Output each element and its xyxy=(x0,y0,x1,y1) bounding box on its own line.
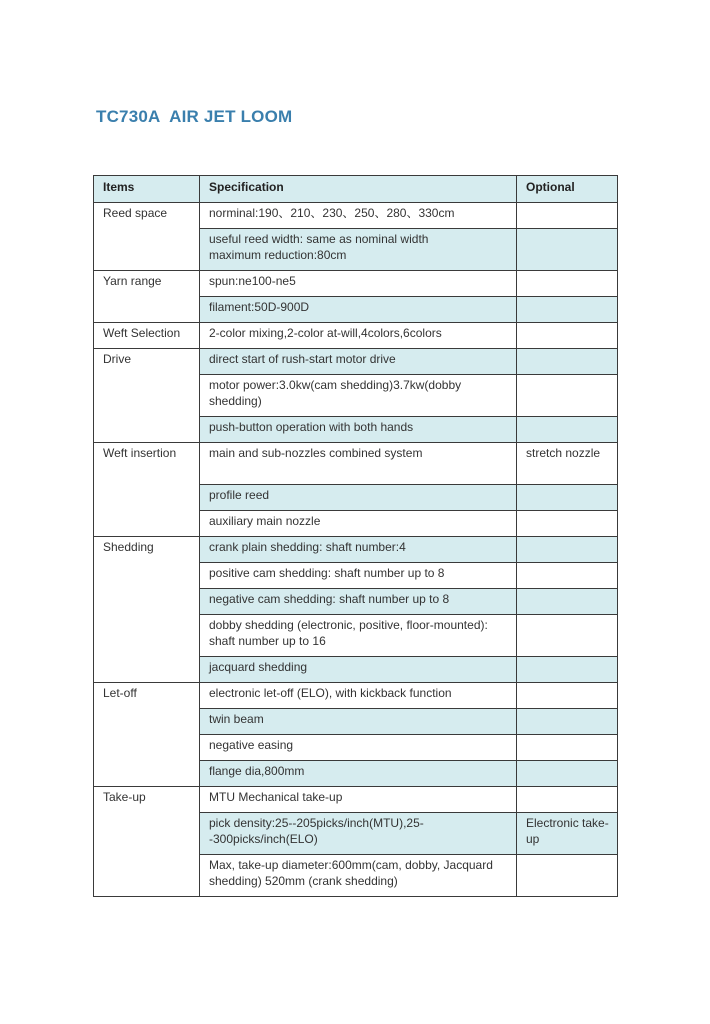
specification-cell: spun:ne100-ne5 xyxy=(200,271,517,297)
optional-cell xyxy=(517,271,618,297)
optional-cell xyxy=(517,589,618,615)
specification-cell: main and sub-nozzles combined system xyxy=(200,443,517,485)
header-optional: Optional xyxy=(517,176,618,203)
specification-cell: pick density:25--205picks/inch(MTU),25--300picks/inch(ELO) xyxy=(200,813,517,855)
optional-cell xyxy=(517,787,618,813)
specification-cell: norminal:190、210、230、250、280、330cm xyxy=(200,203,517,229)
specification-cell: motor power:3.0kw(cam shedding)3.7kw(dobby shedding) xyxy=(200,375,517,417)
specification-cell: push-button operation with both hands xyxy=(200,417,517,443)
item-cell: Let-off xyxy=(94,683,200,787)
optional-cell xyxy=(517,203,618,229)
document-title: TC730A AIR JET LOOM xyxy=(96,107,293,126)
optional-cell: stretch nozzle xyxy=(517,443,618,485)
table-row xyxy=(94,683,618,709)
item-cell: Take-up xyxy=(94,787,200,897)
table-row xyxy=(94,271,618,297)
table-row xyxy=(94,323,618,349)
table-body xyxy=(94,203,618,897)
specification-cell: MTU Mechanical take-up xyxy=(200,787,517,813)
specification-cell: auxiliary main nozzle xyxy=(200,511,517,537)
specification-cell: negative easing xyxy=(200,735,517,761)
item-cell: Weft Selection xyxy=(94,323,200,349)
optional-cell xyxy=(517,323,618,349)
item-cell: Reed space xyxy=(94,203,200,271)
table-row xyxy=(94,203,618,229)
item-cell: Drive xyxy=(94,349,200,443)
optional-cell xyxy=(517,375,618,417)
specification-cell: flange dia,800mm xyxy=(200,761,517,787)
specification-cell: dobby shedding (electronic, positive, floor-mounted): shaft number up to 16 xyxy=(200,615,517,657)
optional-cell xyxy=(517,735,618,761)
specification-cell: negative cam shedding: shaft number up to 8 xyxy=(200,589,517,615)
optional-cell xyxy=(517,615,618,657)
specification-cell: electronic let-off (ELO), with kickback function xyxy=(200,683,517,709)
optional-cell xyxy=(517,537,618,563)
specification-cell: useful reed width: same as nominal width maximum reduction:80cm xyxy=(200,229,517,271)
specification-cell: twin beam xyxy=(200,709,517,735)
header-specification: Specification xyxy=(200,176,517,203)
optional-cell xyxy=(517,761,618,787)
table-row xyxy=(94,537,618,563)
optional-cell xyxy=(517,229,618,271)
item-cell: Yarn range xyxy=(94,271,200,323)
optional-cell xyxy=(517,511,618,537)
specification-cell: direct start of rush-start motor drive xyxy=(200,349,517,375)
specification-cell: profile reed xyxy=(200,485,517,511)
specification-cell: crank plain shedding: shaft number:4 xyxy=(200,537,517,563)
specification-cell: filament:50D-900D xyxy=(200,297,517,323)
item-cell: Weft insertion xyxy=(94,443,200,537)
specification-cell: jacquard shedding xyxy=(200,657,517,683)
optional-cell xyxy=(517,683,618,709)
optional-cell xyxy=(517,657,618,683)
table-row xyxy=(94,443,618,485)
specification-cell: Max, take-up diameter:600mm(cam, dobby, Jacquard shedding) 520mm (crank shedding) xyxy=(200,855,517,897)
optional-cell: Electronic take-up xyxy=(517,813,618,855)
table-row xyxy=(94,787,618,813)
optional-cell xyxy=(517,417,618,443)
optional-cell xyxy=(517,709,618,735)
optional-cell xyxy=(517,349,618,375)
optional-cell xyxy=(517,563,618,589)
specification-table xyxy=(93,175,618,897)
optional-cell xyxy=(517,485,618,511)
table-row xyxy=(94,349,618,375)
optional-cell xyxy=(517,297,618,323)
specification-cell: 2-color mixing,2-color at-will,4colors,6colors xyxy=(200,323,517,349)
header-items: Items xyxy=(94,176,200,203)
item-cell: Shedding xyxy=(94,537,200,683)
optional-cell xyxy=(517,855,618,897)
table-header-row xyxy=(94,176,618,203)
specification-cell: positive cam shedding: shaft number up to 8 xyxy=(200,563,517,589)
